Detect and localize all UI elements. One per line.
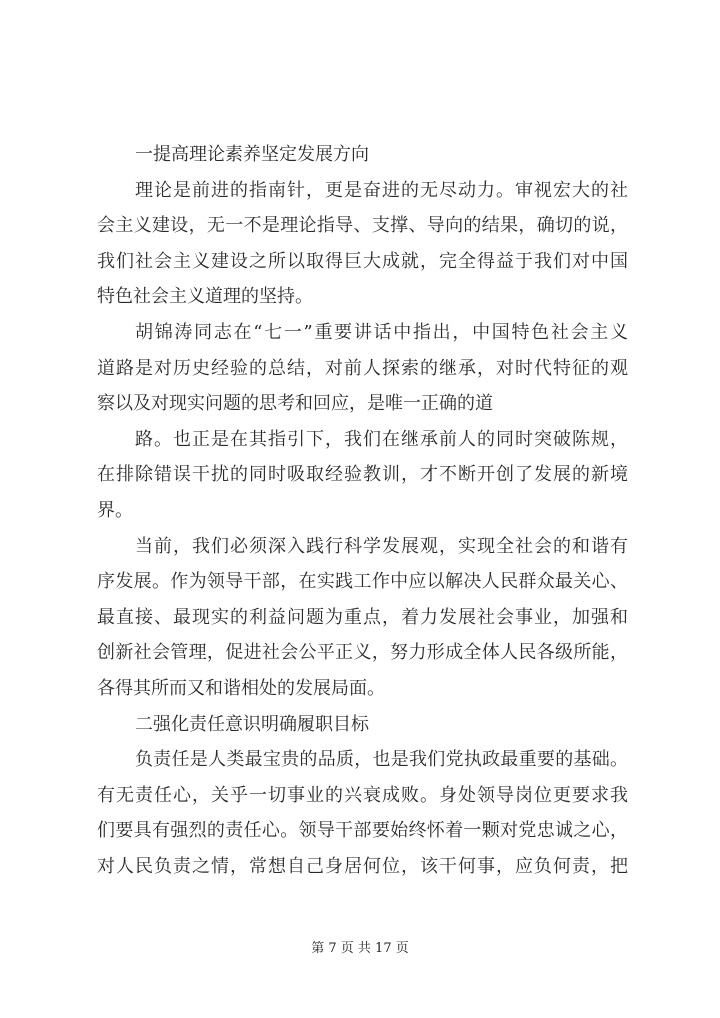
paragraph: [97, 173, 628, 315]
text-line: 道路是对历史经验的总结，对前人探索的继承，对时代特征的观: [97, 357, 628, 379]
text-line: 序发展。作为领导干部，在实践工作中应以解决人民群众最关心、: [97, 571, 628, 593]
text-line: 有无责任心，关乎一切事业的兴衰成败。身处领导岗位更要求我: [97, 784, 628, 806]
text-line: 特色社会主义道理的坚持。: [97, 286, 313, 308]
text-line: 二强化责任意识明确履职目标: [135, 713, 369, 735]
text-line: 当前，我们必须深入践行科学发展观，实现全社会的和谐有: [135, 535, 628, 557]
page-footer: 第 7 页 共 17 页: [311, 941, 409, 956]
section-heading: [97, 137, 628, 173]
text-line: 负责任是人类最宝贵的品质，也是我们党执政最重要的基础。: [135, 749, 628, 771]
paragraph: [97, 529, 628, 707]
text-line: 们要具有强烈的责任心。领导干部要始终怀着一颗对党忠诚之心，: [97, 820, 628, 842]
text-line: 对人民负责之情，常想自己身居何位，该干何事，应负何责，把: [97, 855, 628, 877]
text-line: 最直接、最现实的利益问题为重点，着力发展社会事业，加强和: [97, 606, 628, 628]
paragraph: [97, 422, 628, 529]
text-line: 胡锦涛同志在“七一”重要讲话中指出，中国特色社会主义: [135, 321, 628, 343]
paragraph: [97, 315, 628, 422]
text-line: 创新社会管理，促进社会公平正义，努力形成全体人民各级所能，: [97, 642, 628, 664]
text-line: 界。: [97, 499, 133, 521]
text-line: 各得其所而又和谐相处的发展局面。: [97, 677, 385, 699]
text-line: 理论是前进的指南针，更是奋进的无尽动力。审视宏大的社: [135, 179, 628, 201]
text-line: 我们社会主义建设之所以取得巨大成就，完全得益于我们对中国: [97, 250, 628, 272]
text-line: 一提高理论素养坚定发展方向: [135, 144, 369, 165]
section-heading: [97, 707, 628, 743]
text-line: 在排除错误干扰的同时吸取经验教训，才不断开创了发展的新境: [97, 464, 628, 486]
document-body: [97, 137, 628, 884]
text-line: 察以及对现实问题的思考和回应，是唯一正确的道: [97, 393, 493, 415]
text-line: 路。也正是在其指引下，我们在继承前人的同时突破陈规，: [135, 428, 628, 450]
text-line: 会主义建设，无一不是理论指导、支撑、导向的结果，确切的说，: [97, 215, 628, 237]
paragraph: [97, 742, 628, 884]
